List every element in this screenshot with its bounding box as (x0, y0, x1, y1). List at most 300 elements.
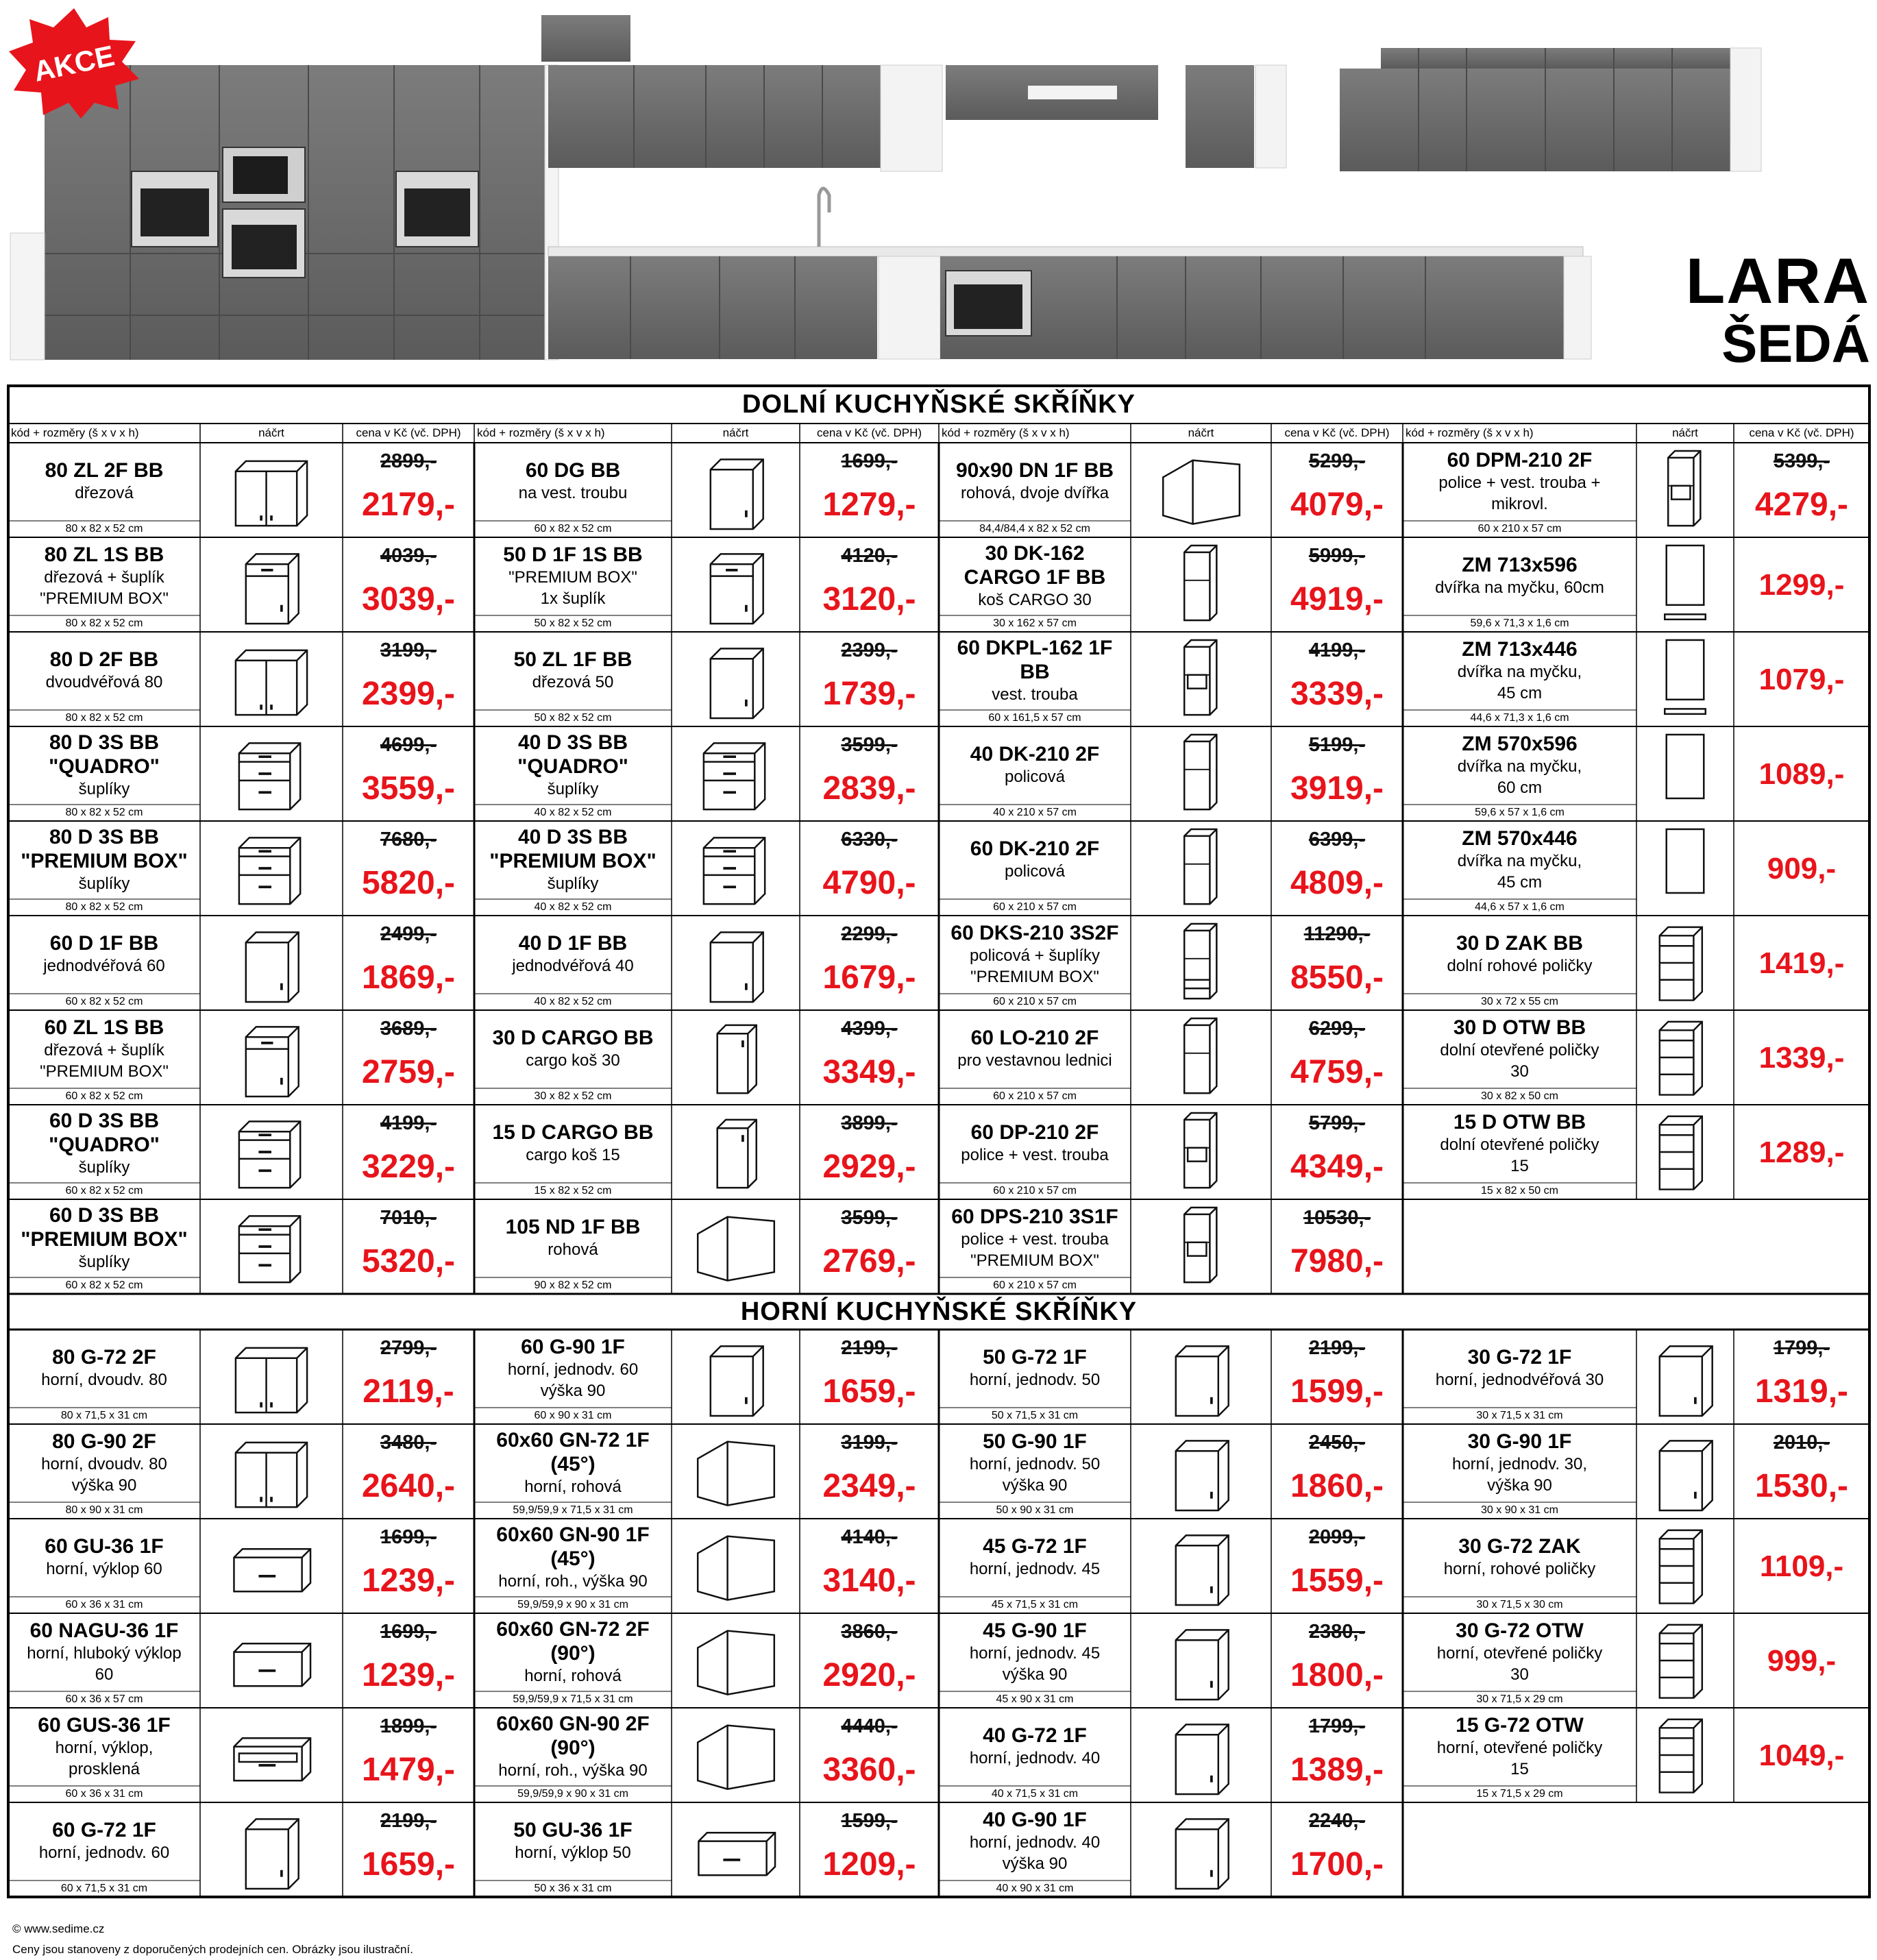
upper-item-desc: horní, jednodv. 45 (969, 1560, 1101, 1578)
lower-item-desc: policová + šuplíky "PREMIUM BOX" (969, 946, 1101, 986)
upper-item-desc: horní, výklop 50 (515, 1843, 631, 1862)
lower-item-old-price: 7010,- (380, 1207, 437, 1229)
upper-item-dims: 80 x 71,5 x 31 cm (60, 1410, 148, 1421)
lower-item-old-price: 10530,- (1303, 1207, 1371, 1229)
upper-item-new-price: 1800,- (1290, 1657, 1384, 1693)
sink-1door-icon (694, 637, 778, 722)
lower-item-code: 60 DKPL-162 1F BB (957, 636, 1113, 683)
upper-item-old-price: 3480,- (380, 1432, 437, 1454)
open-shelf-icon (1643, 1015, 1728, 1100)
lower-item-dims: 30 x 72 x 55 cm (1481, 996, 1558, 1007)
lower-item-old-price: 6399,- (1308, 829, 1366, 850)
drawers-3-icon (229, 731, 314, 816)
upper-item-new-price: 2640,- (361, 1468, 456, 1504)
upper-item-desc: horní, jednodv. 50 výška 90 (969, 1454, 1101, 1495)
lower-item-code: ZM 713x446 (1462, 637, 1578, 661)
wall-1door-icon (1159, 1523, 1244, 1608)
lower-item-code: 40 D 1F BB (518, 932, 628, 955)
upper-item-dims: 45 x 71,5 x 31 cm (991, 1599, 1079, 1610)
lower-item-dims: 60 x 210 x 57 cm (993, 1185, 1077, 1197)
lower-item-dims: 60 x 82 x 52 cm (65, 996, 143, 1007)
upper-item-dims: 40 x 71,5 x 31 cm (991, 1788, 1079, 1800)
column-header-code: kód + rozměry (š x v x h) (942, 426, 1070, 439)
upper-item-old-price: 3860,- (841, 1621, 898, 1643)
lower-item-new-price: 3349,- (822, 1054, 916, 1090)
lower-item-dims: 40 x 82 x 52 cm (534, 996, 612, 1007)
lower-item-dims: 30 x 162 x 57 cm (993, 617, 1077, 629)
upper-item-code: 40 G-72 1F (983, 1724, 1087, 1747)
lower-item-new-price: 2929,- (822, 1149, 916, 1185)
lower-item-dims: 80 x 82 x 52 cm (65, 712, 143, 724)
lower-item-dims: 80 x 82 x 52 cm (65, 617, 143, 629)
upper-item-old-price: 1699,- (380, 1621, 437, 1643)
lower-item-desc: dvoudvéřová 80 (45, 673, 163, 691)
lower-item-dims: 60 x 210 x 57 cm (993, 1090, 1077, 1102)
column-header-code: kód + rozměry (š x v x h) (477, 426, 605, 439)
upper-item-new-price: 1860,- (1290, 1468, 1384, 1504)
panel-icon (1643, 731, 1728, 816)
lower-item-new-price: 8550,- (1290, 959, 1384, 996)
tall-icon (1159, 826, 1244, 911)
lower-item-new-price: 4279,- (1754, 487, 1849, 523)
upper-item-code: 50 GU-36 1F (513, 1819, 633, 1841)
column-header-price: cena v Kč (vč. DPH) (816, 426, 922, 439)
upper-item-desc: horní, jednodv. 30, výška 90 (1451, 1454, 1588, 1495)
lower-item-old-price: 2499,- (380, 923, 437, 945)
upper-item-old-price: 1899,- (380, 1715, 437, 1737)
lower-item-old-price: 2299,- (841, 923, 898, 945)
open-shelf-icon (1643, 1618, 1728, 1703)
lower-item-code: 60 DPS-210 3S1F (951, 1205, 1118, 1228)
lower-item-old-price: 3199,- (380, 639, 437, 661)
column-header-code: kód + rozměry (š x v x h) (11, 426, 139, 439)
upper-item-desc: horní, výklop 60 (46, 1560, 162, 1578)
flap-icon (229, 1618, 314, 1703)
upper-item-dims: 30 x 71,5 x 29 cm (1476, 1693, 1563, 1705)
upper-item-code: 60x60 GN-90 1F (45°) (496, 1523, 650, 1570)
lower-item-new-price: 2839,- (822, 770, 916, 807)
upper-item-new-price: 1239,- (361, 1563, 456, 1599)
lower-item-price: 1289,- (1758, 1136, 1845, 1169)
cargo-icon (694, 1110, 778, 1195)
wall-corner90-icon (694, 1713, 778, 1798)
lower-item-desc: šuplíky (547, 874, 599, 893)
lower-item-code: 15 D CARGO BB (492, 1121, 654, 1144)
column-header-code: kód + rozměry (š x v x h) (1406, 426, 1534, 439)
lower-item-desc: dřezová 50 (532, 673, 614, 691)
lower-item-old-price: 3599,- (841, 1207, 898, 1229)
wall-1door-icon (1159, 1429, 1244, 1514)
lower-item-desc: rohová (548, 1240, 598, 1259)
sink-drawer-icon (229, 542, 314, 627)
upper-item-new-price: 2119,- (363, 1373, 454, 1410)
upper-item-old-price: 4440,- (841, 1715, 898, 1737)
upper-item-dims: 30 x 71,5 x 31 cm (1476, 1410, 1563, 1421)
upper-item-desc: horní, rohové poličky (1443, 1560, 1596, 1578)
upper-item-desc: horní, dvoudv. 80 (41, 1371, 167, 1389)
lower-item-desc: dvířka na myčku, 60cm (1435, 578, 1604, 597)
upper-item-new-price: 2349,- (822, 1468, 916, 1504)
upper-item-new-price: 1659,- (361, 1846, 456, 1883)
upper-item-price: 999,- (1767, 1644, 1837, 1678)
lower-item-old-price: 3899,- (841, 1112, 898, 1134)
lower-item-desc: pro vestavnou lednici (957, 1051, 1112, 1070)
lower-item-desc: dřezová (75, 484, 134, 502)
lower-item-dims: 40 x 82 x 52 cm (534, 807, 612, 818)
wall-1door-icon (1643, 1429, 1728, 1514)
lower-item-old-price: 3689,- (380, 1018, 437, 1040)
upper-item-desc: horní, jednodv. 60 výška 90 (507, 1360, 639, 1400)
wall-2door-icon (229, 1334, 314, 1419)
lower-item-desc: jednodvéřová 40 (512, 957, 634, 975)
lower-item-dims: 44,6 x 71,3 x 1,6 cm (1470, 712, 1569, 724)
corner-base-icon (694, 1204, 778, 1289)
upper-item-old-price: 4140,- (841, 1526, 898, 1548)
lower-item-code: 30 D OTW BB (1453, 1016, 1586, 1039)
upper-item-dims: 45 x 90 x 31 cm (996, 1693, 1074, 1705)
lower-item-dims: 80 x 82 x 52 cm (65, 901, 143, 913)
base-2door-icon (229, 637, 314, 722)
lower-item-code: 80 ZL 1S BB (44, 543, 164, 566)
upper-item-old-price: 3199,- (841, 1432, 898, 1454)
lower-item-old-price: 4120,- (841, 545, 898, 567)
lower-item-dims: 60 x 82 x 52 cm (534, 523, 612, 535)
lower-item-code: 30 D ZAK BB (1456, 932, 1584, 955)
lower-item-code: 60 DK-210 2F (970, 837, 1100, 860)
upper-item-code: 30 G-72 OTW (1456, 1619, 1584, 1642)
lower-item-dims: 60 x 82 x 52 cm (65, 1185, 143, 1197)
column-header-sketch: náčrt (1672, 426, 1698, 439)
upper-item-desc: horní, hluboký výklop 60 (27, 1643, 182, 1684)
upper-item-code: 60 G-90 1F (521, 1335, 625, 1358)
lower-item-new-price: 1679,- (822, 959, 916, 996)
lower-item-dims: 59,6 x 71,3 x 1,6 cm (1470, 617, 1569, 629)
upper-item-dims: 80 x 90 x 31 cm (65, 1504, 143, 1516)
lower-item-code: 80 D 2F BB (49, 648, 159, 671)
upper-item-dims: 59,9/59,9 x 71,5 x 31 cm (513, 1504, 633, 1516)
wall-corner90-icon (694, 1618, 778, 1703)
upper-item-new-price: 1700,- (1290, 1846, 1384, 1883)
upper-item-code: 60x60 GN-90 2F (90°) (496, 1712, 650, 1759)
upper-item-old-price: 1799,- (1773, 1337, 1830, 1359)
lower-item-new-price: 3919,- (1290, 770, 1384, 807)
lower-item-new-price: 1869,- (361, 959, 456, 996)
lower-item-dims: 30 x 82 x 50 cm (1481, 1090, 1558, 1102)
wall-1door-icon (1159, 1334, 1244, 1419)
upper-item-desc: horní, otevřené poličky 15 (1436, 1738, 1603, 1778)
lower-item-code: ZM 570x446 (1462, 826, 1578, 850)
upper-item-code: 60 NAGU-36 1F (29, 1619, 179, 1642)
lower-item-desc: police + vest. trouba "PREMIUM BOX" (961, 1229, 1109, 1270)
lower-item-dims: 60 x 82 x 52 cm (65, 1090, 143, 1102)
lower-item-new-price: 3039,- (361, 581, 456, 617)
lower-item-desc: dřezová + šuplík "PREMIUM BOX" (40, 567, 169, 608)
lower-item-code: 80 D 3S BB "QUADRO" (49, 731, 160, 778)
upper-item-code: 45 G-72 1F (983, 1535, 1087, 1558)
lower-item-code: 90x90 DN 1F BB (955, 459, 1114, 482)
lower-item-old-price: 5399,- (1773, 450, 1830, 472)
lower-item-desc: police + vest. trouba + mikrovl. (1438, 473, 1601, 513)
flap-icon (229, 1523, 314, 1608)
corner-shelf-icon (1643, 1523, 1728, 1608)
door-drawer-icon (694, 542, 778, 627)
lower-item-dims: 84,4/84,4 x 82 x 52 cm (979, 523, 1090, 535)
lower-item-desc: šuplíky (78, 779, 130, 798)
upper-item-old-price: 2450,- (1308, 1432, 1366, 1454)
upper-item-old-price: 1599,- (841, 1810, 898, 1832)
lower-item-old-price: 4199,- (1308, 639, 1366, 661)
upper-item-desc: horní, roh., výška 90 (498, 1571, 648, 1591)
lower-item-dims: 80 x 82 x 52 cm (65, 807, 143, 818)
upper-item-dims: 60 x 90 x 31 cm (534, 1410, 612, 1421)
lower-item-code: ZM 713x596 (1462, 554, 1578, 576)
lower-item-code: 60 D 3S BB "QUADRO" (49, 1109, 160, 1156)
lower-item-new-price: 4809,- (1290, 865, 1384, 901)
lower-item-new-price: 3559,- (361, 770, 456, 807)
upper-item-new-price: 3360,- (822, 1752, 916, 1788)
dishwasher-door-icon (1643, 637, 1728, 722)
lower-item-dims: 59,6 x 57 x 1,6 cm (1475, 807, 1565, 818)
footer-url: © www.sedime.cz (12, 1922, 105, 1935)
tall-oven-icon (1159, 1204, 1244, 1289)
wall-corner-icon (694, 1523, 778, 1608)
upper-item-old-price: 2199,- (841, 1337, 898, 1359)
upper-item-new-price: 1389,- (1290, 1752, 1384, 1788)
lower-item-new-price: 4759,- (1290, 1054, 1384, 1090)
upper-item-price: 1109,- (1759, 1549, 1844, 1583)
lower-item-desc: dvířka na myčku, 45 cm (1457, 662, 1582, 702)
dishwasher-door-icon (1643, 542, 1728, 627)
lower-item-code: 60 DPM-210 2F (1447, 448, 1593, 471)
lower-item-new-price: 2759,- (361, 1054, 456, 1090)
open-shelf-icon (1643, 1110, 1728, 1195)
upper-item-old-price: 2099,- (1308, 1526, 1366, 1548)
lower-item-desc: koš CARGO 30 (978, 590, 1092, 609)
upper-item-dims: 50 x 36 x 31 cm (534, 1883, 612, 1894)
upper-item-desc: horní, výklop, prosklená (55, 1738, 154, 1778)
lower-item-code: 60 D 3S BB "PREMIUM BOX" (21, 1203, 188, 1251)
tall-oven-icon (1159, 637, 1244, 722)
flap-icon (694, 1807, 778, 1892)
upper-item-new-price: 1319,- (1754, 1373, 1849, 1410)
drawers-3-icon (229, 1204, 314, 1289)
upper-item-desc: horní, jednodv. 50 (969, 1371, 1101, 1389)
upper-item-code: 60 GU-36 1F (45, 1535, 164, 1558)
lower-item-new-price: 2399,- (361, 676, 456, 712)
drawers-3-icon (229, 826, 314, 911)
lower-item-dims: 30 x 82 x 52 cm (534, 1090, 612, 1102)
lower-item-code: 60 ZL 1S BB (44, 1016, 164, 1039)
upper-item-dims: 59,9/59,9 x 90 x 31 cm (517, 1788, 628, 1800)
upper-item-new-price: 1239,- (361, 1657, 456, 1693)
column-header-sketch: náčrt (1188, 426, 1214, 439)
drawers-3-icon (694, 731, 778, 816)
upper-item-dims: 30 x 71,5 x 30 cm (1476, 1599, 1563, 1610)
lower-item-new-price: 4349,- (1290, 1149, 1384, 1185)
upper-item-desc: horní, dvoudv. 80 výška 90 (41, 1454, 167, 1495)
lower-item-code: 60 D 1F BB (49, 932, 159, 955)
upper-item-code: 30 G-90 1F (1467, 1430, 1572, 1453)
tall-oven-icon (1643, 448, 1728, 532)
upper-item-desc: horní, jednodv. 60 (38, 1843, 170, 1862)
lower-item-code: 40 D 3S BB "PREMIUM BOX" (489, 825, 657, 872)
brand-name: LARA (1685, 245, 1870, 317)
oven-base-icon (694, 448, 778, 532)
lower-item-desc: šuplíky (78, 874, 130, 893)
lower-item-old-price: 11290,- (1303, 923, 1371, 945)
upper-item-code: 30 G-72 ZAK (1458, 1535, 1581, 1558)
lower-item-new-price: 3120,- (822, 581, 916, 617)
lower-item-desc: šuplíky (78, 1157, 130, 1177)
footer (12, 1919, 413, 1960)
tall-icon (1159, 1015, 1244, 1100)
upper-item-dims: 40 x 90 x 31 cm (996, 1883, 1074, 1894)
lower-item-new-price: 2179,- (361, 487, 456, 523)
lower-item-old-price: 5199,- (1308, 734, 1366, 756)
upper-item-code: 50 G-72 1F (983, 1346, 1087, 1369)
tall-icon (1159, 731, 1244, 816)
lower-item-desc: policová (1004, 862, 1066, 881)
corner-shelf-icon (1643, 920, 1728, 1005)
upper-item-dims: 60 x 36 x 31 cm (65, 1599, 143, 1610)
lower-item-new-price: 3339,- (1290, 676, 1384, 712)
base-1door-icon (694, 920, 778, 1005)
lower-item-code: 80 ZL 2F BB (45, 459, 164, 482)
brand-color-name: ŠEDÁ (1721, 313, 1870, 373)
lower-item-price: 1419,- (1758, 946, 1845, 980)
upper-item-desc: horní, roh., výška 90 (498, 1761, 648, 1780)
lower-item-old-price: 1699,- (841, 450, 898, 472)
lower-item-code: 40 D 3S BB "QUADRO" (517, 731, 628, 778)
lower-item-old-price: 5299,- (1308, 450, 1366, 472)
upper-item-code: 15 G-72 OTW (1456, 1713, 1584, 1737)
lower-item-desc: šuplíky (547, 779, 599, 798)
drawers-3-icon (229, 1110, 314, 1195)
upper-item-code: 50 G-90 1F (983, 1430, 1087, 1453)
upper-item-desc: horní, jednodv. 40 (969, 1749, 1101, 1767)
lower-item-dims: 44,6 x 57 x 1,6 cm (1475, 901, 1565, 913)
upper-item-new-price: 1659,- (822, 1373, 916, 1410)
upper-item-new-price: 1479,- (361, 1752, 456, 1788)
lower-item-desc: na vest. troubu (518, 484, 628, 502)
lower-item-desc: police + vest. trouba (961, 1146, 1109, 1164)
flap-glass-icon (229, 1713, 314, 1798)
column-header-price: cena v Kč (vč. DPH) (1749, 426, 1854, 439)
lower-item-code: 50 ZL 1F BB (513, 648, 633, 671)
upper-item-code: 60 GUS-36 1F (38, 1713, 171, 1737)
upper-item-code: 60x60 GN-72 2F (90°) (496, 1617, 650, 1665)
upper-item-dims: 50 x 71,5 x 31 cm (991, 1410, 1079, 1421)
lower-item-dims: 40 x 82 x 52 cm (534, 901, 612, 913)
column-header-sketch: náčrt (258, 426, 284, 439)
wall-1door-icon (1159, 1807, 1244, 1892)
upper-item-old-price: 2799,- (380, 1337, 437, 1359)
upper-section-title: HORNÍ KUCHYŇSKÉ SKŘÍŇKY (740, 1297, 1138, 1326)
lower-item-new-price: 3229,- (361, 1149, 456, 1185)
cargo-icon (694, 1015, 778, 1100)
lower-item-desc: dolní otevřené poličky 30 (1440, 1040, 1599, 1081)
lower-item-old-price: 4039,- (380, 545, 437, 567)
wall-1door-icon (229, 1807, 314, 1892)
upper-item-desc: horní, rohová (524, 1666, 622, 1685)
upper-item-old-price: 2380,- (1308, 1621, 1366, 1643)
lower-section-title: DOLNÍ KUCHYŇSKÉ SKŘÍŇKY (741, 390, 1136, 419)
lower-item-old-price: 4199,- (380, 1112, 437, 1134)
upper-item-dims: 60 x 71,5 x 31 cm (60, 1883, 148, 1894)
lower-item-dims: 50 x 82 x 52 cm (534, 617, 612, 629)
lower-item-new-price: 5820,- (361, 865, 456, 901)
lower-item-code: 30 DK-162 CARGO 1F BB (964, 541, 1106, 589)
upper-item-code: 45 G-90 1F (983, 1619, 1087, 1642)
lower-item-dims: 60 x 210 x 57 cm (993, 1279, 1077, 1291)
upper-item-code: 30 G-72 1F (1467, 1346, 1572, 1369)
upper-item-code: 80 G-90 2F (52, 1430, 156, 1453)
upper-item-code: 60x60 GN-72 1F (45°) (496, 1428, 650, 1475)
lower-item-code: 15 D OTW BB (1453, 1110, 1586, 1134)
wall-1door-icon (1643, 1334, 1728, 1419)
upper-item-old-price: 2010,- (1773, 1432, 1830, 1454)
open-shelf-icon (1643, 1713, 1728, 1798)
lower-item-price: 1079,- (1758, 663, 1845, 696)
corner-base-icon (1159, 448, 1244, 532)
lower-item-new-price: 4079,- (1290, 487, 1384, 523)
lower-item-price: 909,- (1767, 852, 1837, 885)
lower-item-desc: dřezová + šuplík "PREMIUM BOX" (40, 1040, 169, 1081)
lower-item-price: 1339,- (1758, 1041, 1845, 1075)
sink-2door-icon (229, 448, 314, 532)
lower-item-desc: dvířka na myčku, 60 cm (1457, 757, 1582, 797)
lower-item-desc: cargo koš 15 (526, 1146, 620, 1164)
lower-item-old-price: 5799,- (1308, 1112, 1366, 1134)
upper-item-new-price: 1599,- (1290, 1373, 1384, 1410)
upper-item-code: 60 G-72 1F (52, 1819, 156, 1841)
lower-item-dims: 90 x 82 x 52 cm (534, 1279, 612, 1291)
upper-item-dims: 59,9/59,9 x 90 x 31 cm (517, 1599, 628, 1610)
upper-item-new-price: 3140,- (822, 1563, 916, 1599)
lower-item-dims: 60 x 210 x 57 cm (1477, 523, 1562, 535)
lower-item-code: 105 ND 1F BB (505, 1216, 641, 1238)
upper-item-desc: horní, otevřené poličky 30 (1436, 1643, 1603, 1684)
lower-item-new-price: 4919,- (1290, 581, 1384, 617)
upper-item-new-price: 2920,- (822, 1657, 916, 1693)
lower-item-code: 60 DKS-210 3S2F (950, 921, 1119, 944)
upper-item-dims: 30 x 90 x 31 cm (1481, 1504, 1558, 1516)
tall-drawers-icon (1159, 920, 1244, 1005)
lower-item-code: 30 D CARGO BB (492, 1027, 654, 1049)
lower-item-old-price: 7680,- (380, 829, 437, 850)
lower-item-old-price: 2399,- (841, 639, 898, 661)
upper-item-old-price: 1799,- (1308, 1715, 1366, 1737)
lower-item-new-price: 4790,- (822, 865, 916, 901)
lower-item-desc: policová (1004, 768, 1066, 786)
lower-item-dims: 80 x 82 x 52 cm (65, 523, 143, 535)
lower-item-price: 1089,- (1758, 757, 1845, 791)
lower-item-dims: 15 x 82 x 50 cm (1481, 1185, 1558, 1197)
lower-item-old-price: 6330,- (841, 829, 898, 850)
footer-note: Ceny jsou stanoveny z doporučených prodejních cen. Obrázky jsou ilustrační. (12, 1943, 413, 1956)
lower-item-code: 50 D 1F 1S BB (503, 543, 643, 566)
lower-item-dims: 60 x 82 x 52 cm (65, 1279, 143, 1291)
lower-item-desc: cargo koš 30 (526, 1051, 620, 1070)
upper-item-old-price: 2240,- (1308, 1810, 1366, 1832)
lower-item-dims: 40 x 210 x 57 cm (993, 807, 1077, 818)
wall-1door-icon (1159, 1618, 1244, 1703)
lower-item-code: 60 DG BB (525, 459, 621, 482)
lower-item-desc: "PREMIUM BOX" 1x šuplík (508, 567, 637, 608)
lower-item-new-price: 7980,- (1290, 1243, 1384, 1279)
tall-oven-icon (1159, 1110, 1244, 1195)
lower-item-new-price: 1739,- (822, 676, 916, 712)
